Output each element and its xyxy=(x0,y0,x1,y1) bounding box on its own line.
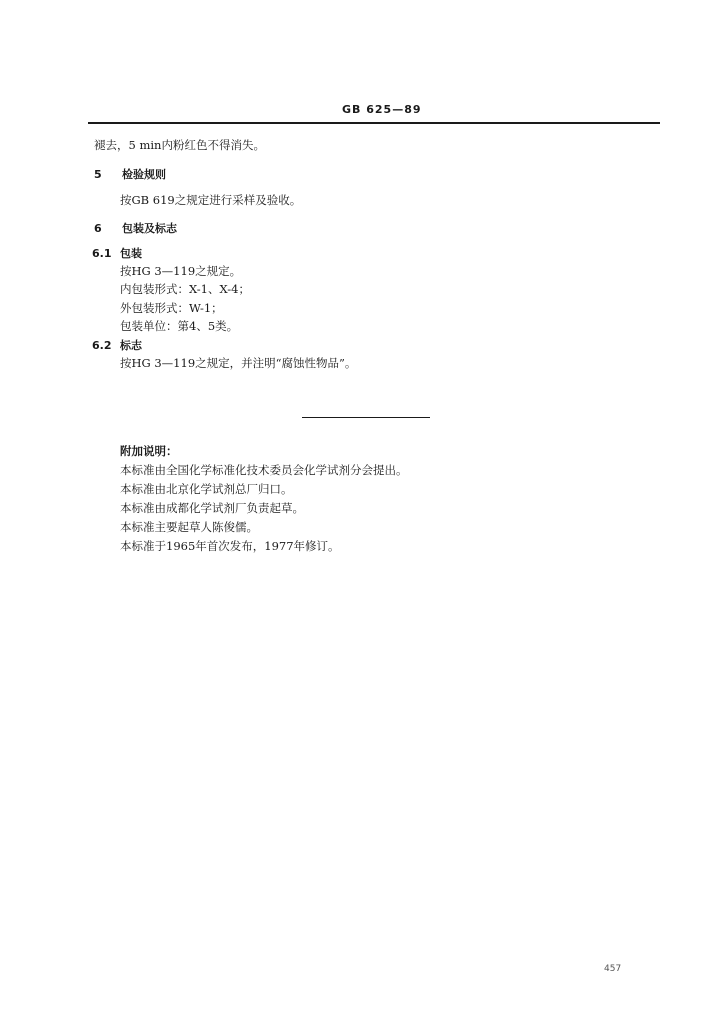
section-5-text: 按GB 619之规定进行采样及验收。 xyxy=(120,193,302,207)
packaging-line: 内包装形式：X-1、X-4； xyxy=(120,282,250,296)
notes-line: 本标准于1965年首次发布，1977年修订。 xyxy=(120,539,340,553)
standard-code: GB 625—89 xyxy=(342,103,422,116)
notes-line: 本标准主要起草人陈俊儒。 xyxy=(120,520,258,534)
section-6-2-title: 标志 xyxy=(120,339,142,352)
section-6-2-heading xyxy=(92,337,142,353)
continuation-text: 褪去，5 min内粉红色不得消失。 xyxy=(94,138,265,152)
section-6-heading xyxy=(94,220,177,236)
section-6-2-text: 按HG 3—119之规定，并注明“腐蚀性物品”。 xyxy=(120,356,357,370)
section-5-title: 检验规则 xyxy=(122,168,166,181)
packaging-line: 外包装形式：W-1； xyxy=(120,301,223,315)
packaging-line: 按HG 3—119之规定。 xyxy=(120,264,242,278)
notes-title: 附加说明： xyxy=(120,444,178,458)
notes-line: 本标准由北京化学试剂总厂归口。 xyxy=(120,482,293,496)
section-6-title: 包装及标志 xyxy=(122,222,177,235)
page-number: 457 xyxy=(604,964,622,974)
notes-line: 本标准由成都化学试剂厂负责起草。 xyxy=(120,501,304,515)
section-5-heading xyxy=(94,166,166,182)
packaging-line: 包装单位：第4、5类。 xyxy=(120,319,239,333)
section-6-1-heading xyxy=(92,245,142,261)
section-5-number: 5 xyxy=(94,168,102,181)
notes-line: 本标准由全国化学标准化技术委员会化学试剂分会提出。 xyxy=(120,463,408,477)
section-6-1-title: 包装 xyxy=(120,247,142,260)
section-6-number: 6 xyxy=(94,222,102,235)
section-6-1-number: 6.1 xyxy=(92,247,112,260)
end-rule xyxy=(302,417,430,418)
section-6-2-number: 6.2 xyxy=(92,339,112,352)
header-rule xyxy=(88,122,660,124)
